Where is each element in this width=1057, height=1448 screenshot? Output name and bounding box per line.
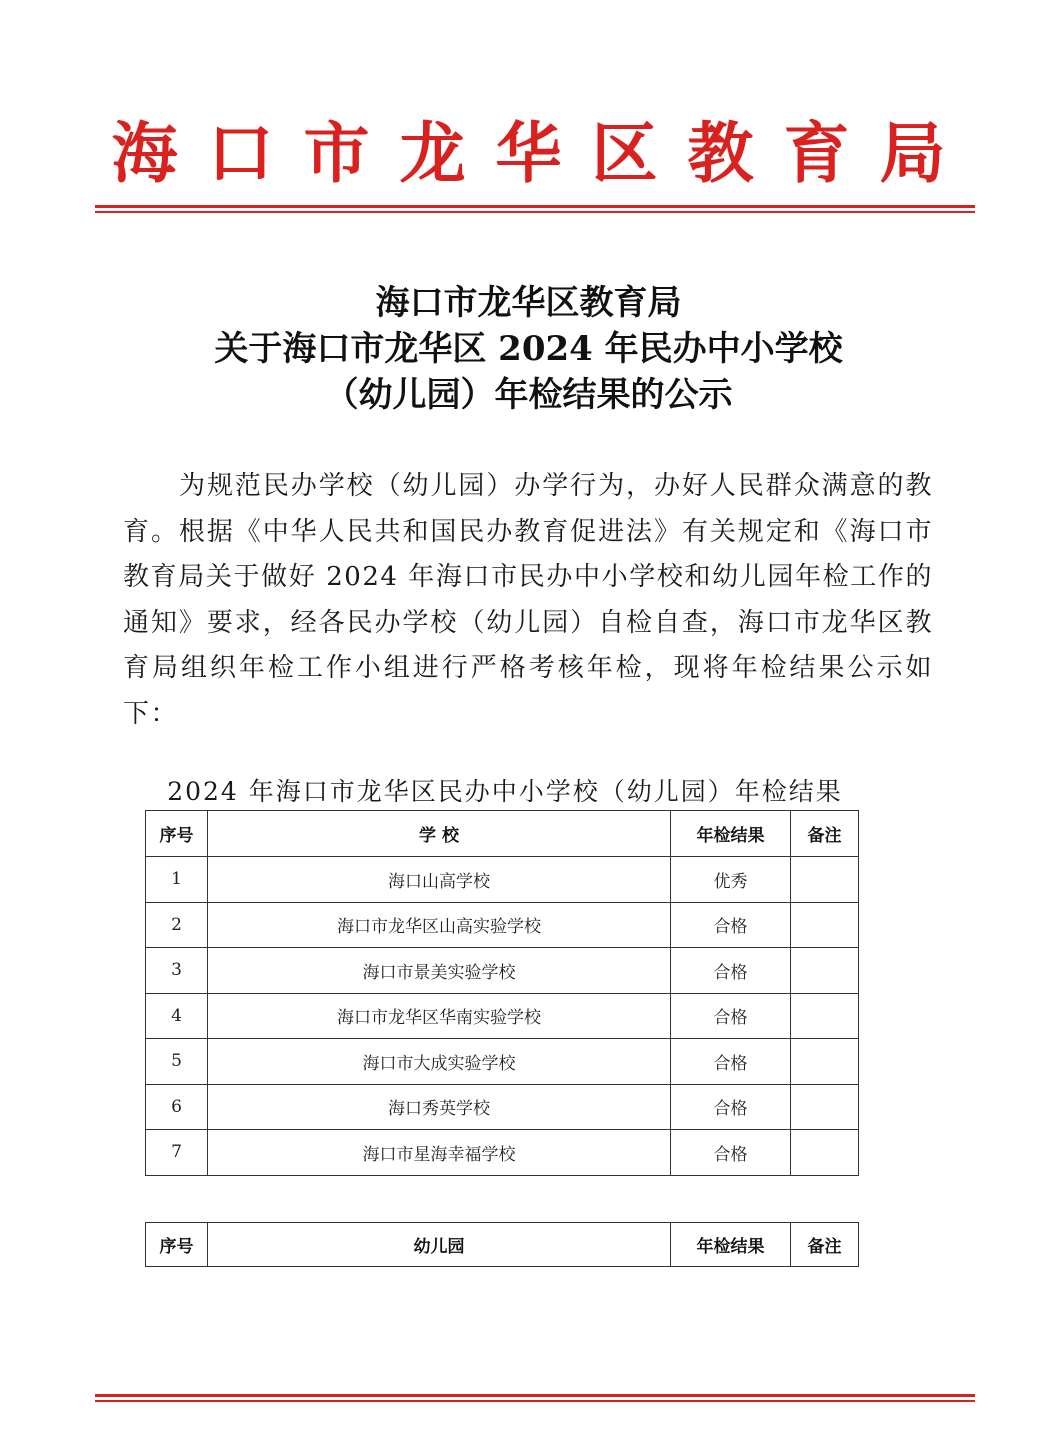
row-note: [791, 902, 859, 948]
row-no: 3: [146, 948, 208, 994]
document-title-line-3: （幼儿园）年检结果的公示: [324, 375, 733, 415]
row-school-name: 海口市景美实验学校: [208, 948, 671, 994]
row-no: 4: [146, 993, 208, 1039]
row-no: 5: [146, 1039, 208, 1085]
row-result: 合格: [671, 948, 791, 994]
row-note: [791, 948, 859, 994]
row-note: [791, 1084, 859, 1130]
header-result: 年检结果: [671, 1223, 791, 1267]
row-result: 优秀: [671, 857, 791, 903]
row-school-name: 海口市星海幸福学校: [208, 1130, 671, 1176]
row-result: 合格: [671, 902, 791, 948]
row-result: 合格: [671, 993, 791, 1039]
masthead-title: 海口市龙华区教育局: [111, 115, 976, 192]
table-row: [146, 1084, 859, 1130]
table-row: [146, 1039, 859, 1085]
red-rule-thin-line: [95, 1400, 975, 1402]
header-school: 学 校: [208, 811, 671, 857]
header-note: 备注: [791, 811, 859, 857]
table-row: [146, 948, 859, 994]
row-no: 6: [146, 1084, 208, 1130]
table-header-row: [146, 811, 859, 857]
row-no: 1: [146, 857, 208, 903]
document-title-line-1: 海口市龙华区教育局: [375, 283, 682, 323]
row-result: 合格: [671, 1039, 791, 1085]
table-row: [146, 902, 859, 948]
header-note: 备注: [791, 1223, 859, 1267]
row-note: [791, 857, 859, 903]
header-kindergarten: 幼儿园: [208, 1223, 671, 1267]
table-row: [146, 993, 859, 1039]
footer-red-rule: [95, 1394, 975, 1403]
kindergarten-results-table: [145, 1222, 859, 1267]
row-note: [791, 1039, 859, 1085]
header-red-rule: [95, 205, 975, 214]
document-title: [0, 280, 1057, 418]
red-rule-thin-line: [95, 211, 975, 213]
table-header-row: [146, 1223, 859, 1267]
row-result: 合格: [671, 1084, 791, 1130]
row-no: 7: [146, 1130, 208, 1176]
row-note: [791, 993, 859, 1039]
row-school-name: 海口山高学校: [208, 857, 671, 903]
header-no: 序号: [146, 1223, 208, 1267]
header-result: 年检结果: [671, 811, 791, 857]
row-school-name: 海口市龙华区华南实验学校: [208, 993, 671, 1039]
red-rule-thick-line: [95, 205, 975, 208]
row-school-name: 海口市龙华区山高实验学校: [208, 902, 671, 948]
table-caption: 2024 年海口市龙华区民办中小学校（幼儿园）年检结果: [167, 777, 843, 806]
header-no: 序号: [146, 811, 208, 857]
body-text: [123, 464, 933, 737]
document-title-line-2: 关于海口市龙华区 2024 年民办中小学校: [214, 329, 843, 369]
schools-results-table: [145, 810, 859, 1176]
red-rule-thick-line: [95, 1394, 975, 1397]
row-result: 合格: [671, 1130, 791, 1176]
row-no: 2: [146, 902, 208, 948]
body-paragraph: 为规范民办学校（幼儿园）办学行为，办好人民群众满意的教育。根据《中华人民共和国民办教育促进法》有关规定和《海口市教育局关于做好 2024 年海口市民办中小学校和幼儿园年检工作的通知》要求，经各民办学校（幼儿园）自检自查，海口市龙华区教育局组织年检工作小组进行严格考核年检，现将年检结果公示如下：: [123, 471, 933, 729]
row-note: [791, 1130, 859, 1176]
row-school-name: 海口秀英学校: [208, 1084, 671, 1130]
table-row: [146, 857, 859, 903]
row-school-name: 海口市大成实验学校: [208, 1039, 671, 1085]
table-row: [146, 1130, 859, 1176]
